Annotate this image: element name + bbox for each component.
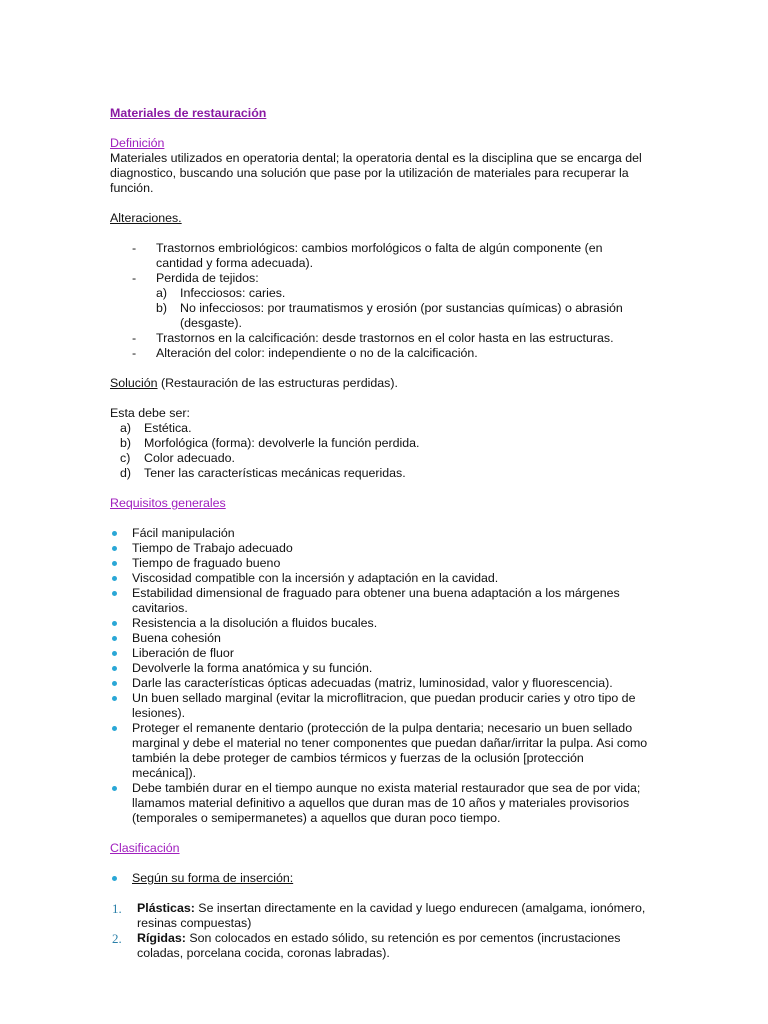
solucion-list [110,421,650,481]
list-item [110,931,650,961]
document-content [110,106,650,961]
solucion-line [110,376,650,391]
alteraciones-list [110,241,650,361]
requisitos-list [110,526,650,826]
sub-item-text: Infecciosos: caries. [180,286,286,300]
clasificacion-bullet: Según su forma de inserción: [132,871,294,885]
alteracion-3: Trastornos en la calcificación: desde trastornos en el color hasta en las estructuras. [156,331,614,345]
list-item: Un buen sellado marginal (evitar la microflitracion, que puedan producir caries y otro tipo de lesiones). [110,691,650,721]
document-title: Materiales de restauración [110,106,267,120]
list-item [110,271,650,331]
alteracion-2: Perdida de tejidos: [156,271,259,285]
term-description: Son colocados en estado sólido, su retención es por cementos (incrustaciones coladas, porcelana cocida, coronas labradas). [137,931,621,960]
list-item-text: Morfológica (forma): devolverle la función perdida. [144,436,420,450]
list-item [110,346,650,361]
list-item [110,241,650,271]
requisitos-heading: Requisitos generales [110,496,226,510]
perdida-sublist [156,286,650,331]
list-item [120,466,650,481]
list-item [156,301,650,331]
list-marker: b) [156,301,168,315]
solucion-intro: Esta debe ser: [110,406,190,420]
list-item [156,286,650,301]
list-item: Estabilidad dimensional de fraguado para obtener una buena adaptación a los márgenes cavitarios. [110,586,650,616]
list-item: Tiempo de fraguado bueno [110,556,650,571]
list-marker: c) [120,451,131,465]
list-item: Buena cohesión [110,631,650,646]
list-item: Darle las características ópticas adecuadas (matriz, luminosidad, valor y fluorescencia). [110,676,650,691]
clasificacion-bullet-list [110,871,650,886]
list-item [110,901,650,931]
list-item: Fácil manipulación [110,526,650,541]
clasificacion-heading: Clasificación [110,841,180,855]
list-item: Devolverle la forma anatómica y su función. [110,661,650,676]
list-marker: a) [120,421,132,435]
definicion-heading: Definición [110,136,165,150]
list-item: Tiempo de Trabajo adecuado [110,541,650,556]
list-item: Liberación de fluor [110,646,650,661]
list-item: Proteger el remanente dentario (protección de la pulpa dentaria; necesario un buen sellado marginal y debe el material no tener componentes que puedan dañar/irritar la pulpa. Asi como también la debe proteger de cambios térmicos y fuerzas de la oclusión [protección mecánica]). [110,721,650,781]
list-item: Resistencia a la disolución a fluidos bucales. [110,616,650,631]
list-item-text: Tener las características mecánicas requeridas. [144,466,406,480]
term-description: Se insertan directamente en la cavidad y luego endurecen (amalgama, ionómero, resinas compuestas) [137,901,646,930]
sub-item-text: No infecciosos: por traumatismos y erosión (por sustancias químicas) o abrasión (desgaste). [180,301,623,330]
term: Rígidas: [137,931,186,945]
clasificacion-numbered-list [110,901,650,961]
list-marker: d) [120,466,132,480]
list-item [120,436,650,451]
alteracion-1: Trastornos embriológicos: cambios morfológicos o falta de algún componente (en cantidad y forma adecuada). [156,241,603,270]
alteracion-4: Alteración del color: independiente o no de la calcificación. [156,346,478,360]
list-marker: a) [156,286,168,300]
list-item: Viscosidad compatible con la incersión y adaptación en la cavidad. [110,571,650,586]
list-item [110,871,650,886]
list-item [120,451,650,466]
list-marker: b) [120,436,132,450]
alteraciones-heading: Alteraciones. [110,211,182,225]
list-item-text: Estética. [144,421,192,435]
list-number: 1. [112,901,122,916]
definicion-text: Materiales utilizados en operatoria dental; la operatoria dental es la disciplina que se encarga del diagnostico, buscando una solución que pase por la utilización de materiales para recuperar la función. [110,151,642,195]
list-item [120,421,650,436]
solucion-label: Solución [110,376,158,390]
list-item-text: Color adecuado. [144,451,235,465]
solucion-rest: (Restauración de las estructuras perdidas). [157,376,398,390]
list-item: Debe también durar en el tiempo aunque no exista material restaurador que sea de por vida; llamamos material definitivo a aquellos que duran mas de 10 años y materiales provisorios (temporales o semipermanetes) a aquellos que duran poco tiempo. [110,781,650,826]
list-item [110,331,650,346]
term: Plásticas: [137,901,195,915]
list-number: 2. [112,931,122,946]
